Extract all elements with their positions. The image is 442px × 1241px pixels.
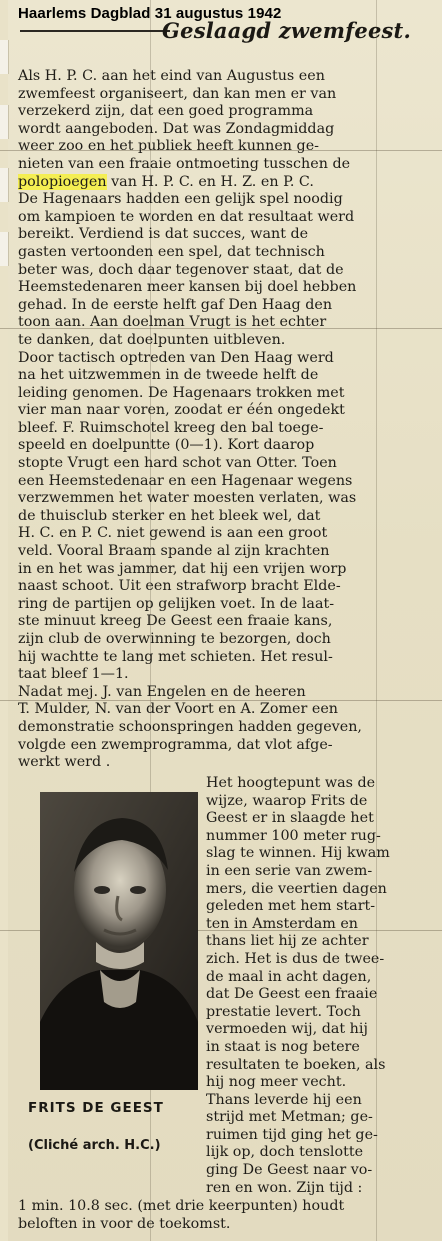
text-line: in een serie van zwem- [206, 862, 373, 879]
text-line: demonstratie schoonspringen hadden gegeven, [18, 718, 362, 735]
article-tail [18, 1198, 438, 1233]
text-line: te danken, dat doelpunten uitbleven. [18, 331, 286, 348]
text-line: ging De Geest naar vo- [206, 1162, 373, 1179]
highlighted-word: polopioegen [18, 173, 107, 190]
text-line: nummer 100 meter rug- [206, 827, 381, 844]
text-line: Door tactisch optreden van Den Haag werd [18, 349, 334, 366]
scan-edge-mark [0, 232, 9, 266]
text-line: mers, die veertien dagen [206, 880, 387, 897]
text-line: taat bleef 1—1. [18, 666, 129, 683]
text-line: vier man naar voren, zoodat er één ongedekt [18, 402, 345, 419]
text-line: beloften in voor de toekomst. [18, 1215, 231, 1232]
text-line: zijn club de overwinning te bezorgen, doch [18, 631, 331, 647]
text-line: in en het was jammer, dat hij een vrijen worp [18, 560, 347, 577]
text-line: polopioegen van H. P. C. en H. Z. en P. C. [18, 173, 314, 190]
text-line: ring de partijen op gelijken voet. In de laat- [18, 595, 335, 612]
photo-caption: FRITS DE GEEST [28, 1100, 164, 1116]
scan-edge-mark [0, 105, 9, 139]
text-line: verzekerd zijn, dat een goed programma [18, 103, 314, 120]
text-line: zwemfeest organiseert, dan kan men er van [18, 85, 337, 102]
text-line: thans liet hij ze achter [206, 933, 369, 950]
text-line: gehad. In de eerste helft gaf Den Haag den [18, 296, 333, 313]
text-line: wijze, waarop Frits de [206, 792, 368, 809]
photo-credit: (Cliché arch. H.C.) [28, 1138, 161, 1153]
text-line: H. C. en P. C. niet gewend is aan een groot [18, 525, 328, 542]
text-line: prestatie levert. Toch [206, 1003, 361, 1020]
text-line: nieten van een fraaie ontmoeting tusschen de [18, 155, 351, 172]
text-line: Als H. P. C. aan het eind van Augustus een [18, 68, 325, 84]
text-line: verzwemmen het water moesten verlaten, was [18, 490, 357, 507]
text-line: De Hagenaars hadden een gelijk spel noodig [18, 191, 343, 208]
text-line: beter was, doch daar tegenover staat, dat de [18, 261, 344, 278]
text-line: resultaten te boeken, als [206, 1056, 386, 1073]
text-line: speeld en doelpuntte (0—1). Kort daarop [18, 437, 315, 454]
text-line: ruimen tijd ging het ge- [206, 1126, 378, 1143]
portrait-photo-graphic [40, 792, 198, 1090]
text-line: vermoeden wij, dat hij [206, 1021, 368, 1038]
article-column [206, 775, 438, 1197]
text-line: dat De Geest een fraaie [206, 986, 378, 1003]
text-line: ste minuut kreeg De Geest een fraaie kans, [18, 613, 333, 630]
text-line: leiding genomen. De Hagenaars trokken met [18, 384, 345, 401]
text-line: T. Mulder, N. van der Voort en A. Zomer een [18, 701, 338, 718]
text-line: wordt aangeboden. Dat was Zondagmiddag [18, 120, 335, 137]
text-line: Het hoogtepunt was de [206, 775, 376, 791]
text-line: ren en won. Zijn tijd : [206, 1179, 363, 1196]
text-line: ten in Amsterdam en [206, 915, 358, 932]
text-line: 1 min. 10.8 sec. (met drie keerpunten) houdt [18, 1198, 345, 1214]
article-headline: Geslaagd zwemfeest. [162, 18, 411, 43]
text-line: toon aan. Aan doelman Vrugt is het echter [18, 314, 327, 331]
text-line: zich. Het is dus de twee- [206, 950, 385, 967]
text-line: naast schoot. Uit een strafworp bracht Elde- [18, 578, 341, 595]
source-caption: Haarlems Dagblad 31 augustus 1942 [18, 5, 282, 22]
text-line: een Heemstedenaar en een Hagenaar wegens [18, 472, 353, 489]
text-line: Geest er in slaagde het [206, 810, 374, 827]
scan-edge-mark [0, 168, 9, 202]
text-line: geleden met hem start- [206, 898, 376, 915]
text-line: veld. Vooral Braam spande al zijn krachten [18, 543, 330, 560]
text-line: de maal in acht dagen, [206, 968, 372, 985]
text-line: werkt werd . [18, 754, 111, 771]
text-line: slag te winnen. Hij kwam [206, 845, 390, 862]
text-line: om kampioen te worden en dat resultaat werd [18, 208, 355, 225]
text-line: Heemstedenaren meer kansen bij doel hebben [18, 279, 357, 296]
scan-edge-mark [0, 40, 9, 74]
text-line: in staat is nog betere [206, 1038, 360, 1055]
text-line: gasten vertoonden een spel, dat technisch [18, 243, 325, 260]
text-line: volgde een zwemprogramma, dat vlot afge- [18, 736, 333, 753]
text-line: hij wachtte te lang met schieten. Het resul- [18, 648, 333, 665]
text-line: bleef. F. Ruimschotel kreeg den bal toege- [18, 419, 324, 436]
text-line: lijk op, doch tenslotte [206, 1144, 364, 1161]
caption-rule [20, 30, 170, 32]
text-line: de thuisclub sterker en het bleek wel, dat [18, 507, 321, 524]
text-line: na het uitzwemmen in de tweede helft de [18, 367, 319, 384]
text-line: Thans leverde hij een [206, 1091, 362, 1108]
text-line: strijd met Metman; ge- [206, 1109, 373, 1126]
text-line: weer zoo en het publiek heeft kunnen ge- [18, 138, 319, 155]
text-line: hij nog meer vecht. [206, 1074, 347, 1091]
article-body [18, 68, 438, 772]
text-line: stopte Vrugt een hard schot van Otter. Toen [18, 455, 337, 472]
text-line: Nadat mej. J. van Engelen en de heeren [18, 683, 306, 700]
portrait-photo [40, 792, 198, 1090]
text-line: bereikt. Verdiend is dat succes, want de [18, 226, 309, 243]
